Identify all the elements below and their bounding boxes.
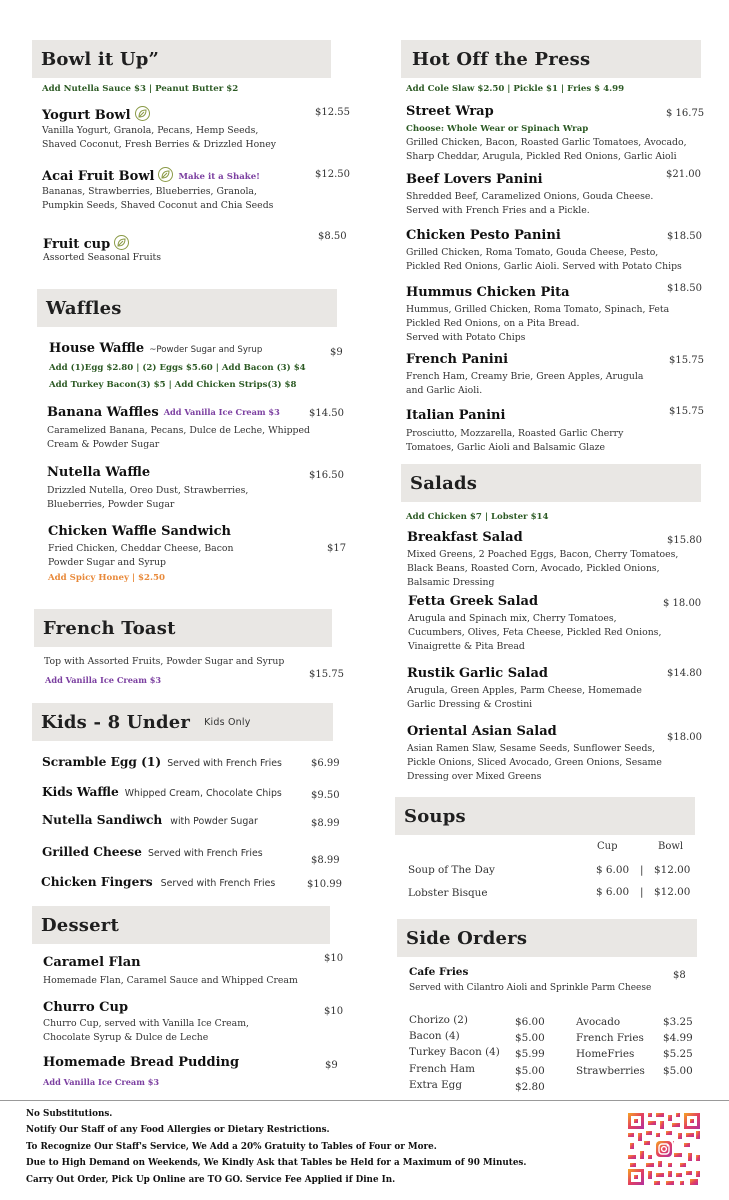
menu-item-desc: Mixed Greens, 2 Poached Eggs, Bacon, Cherry Tomatoes, Black Beans, Roasted Corn, Avocado, Pickled Onions, Balsamic Dressing (407, 549, 679, 589)
section-header-soups: Soups (395, 797, 695, 835)
menu-item-desc: Grilled Chicken, Roma Tomato, Gouda Cheese, Pesto, Pickled Red Onions, Garlic Aioli. Served with Potato Chips (406, 247, 682, 273)
vegetarian-leaf-icon (114, 235, 129, 250)
menu-item-desc: Homemade Flan, Caramel Sauce and Whipped Cream (43, 975, 298, 986)
menu-item-price: $10 (324, 953, 344, 964)
soup-cup-price: $ 6.00 (596, 864, 630, 876)
menu-item-desc: Arugula, Green Apples, Parm Cheese, Homemade Garlic Dressing & Crostini (407, 685, 642, 711)
shake-note: Make it a Shake! (178, 172, 260, 182)
menu-item-name: Yogurt Bowl (42, 106, 150, 123)
cafe-fries-name: Cafe Fries (409, 966, 469, 978)
spicy-honey-add-on: Add Spicy Honey | $2.50 (48, 573, 165, 583)
side-list-names: Avocado French Fries HomeFries Strawberries (576, 1016, 645, 1077)
cafe-fries-price: $8 (673, 970, 686, 981)
menu-item-name: Chicken Waffle Sandwich (48, 524, 231, 539)
menu-item-name: Nutella Sandiwch with Powder Sugar (42, 813, 258, 827)
menu-item-name: Street Wrap (406, 104, 494, 119)
menu-item-price: $ 18.00 (663, 598, 702, 609)
menu-item-desc: Hummus, Grilled Chicken, Roma Tomato, Spinach, Feta Pickled Red Onions, on a Pita Bread. Served with Potato Chips (406, 304, 670, 344)
wrap-choice: Choose: Whole Wear or Spinach Wrap (406, 124, 589, 134)
soup-name: Soup of The Day (408, 864, 495, 876)
soup-name: Lobster Bisque (408, 887, 488, 899)
press-add-ons: Add Cole Slaw $2.50 | Pickle $1 | Fries $ 4.99 (406, 84, 625, 94)
side-list-prices: $3.25 $4.99 $5.25 $5.00 (663, 1016, 693, 1077)
menu-item-price: $6.99 (311, 758, 340, 769)
menu-item-desc: Drizzled Nutella, Oreo Dust, Strawberries, Blueberries, Powder Sugar (47, 485, 249, 511)
menu-item-name: Chicken Fingers Served with French Fries (41, 875, 276, 889)
menu-item-desc: Churro Cup, served with Vanilla Ice Cream, Chocolate Syrup & Dulce de Leche (43, 1018, 249, 1044)
footer-notes: No Substitutions. Notify Our Staff of any Food Allergies or Dietary Restrictions. To Recognize Our Staff's Service, We Add a 20% Gratuity to Tables of Four or More. Due to High Demand on Weekends, We Kindly Ask that Tables be Held for a Maximum of 90 Minutes. Carry Out Order, Pick Up Online are TO GO. Service Fee Applied if Dine In. (26, 1109, 527, 1185)
menu-item-price: $9.50 (311, 790, 340, 801)
menu-item-desc: Arugula and Spinach mix, Cherry Tomatoes, Cucumbers, Olives, Feta Cheese, Pickled Red Onions, Vinaigrette & Pita Bread (408, 613, 662, 653)
menu-item-name: Churro Cup (43, 1000, 129, 1015)
menu-item-desc: Caramelized Banana, Pecans, Dulce de Leche, Whipped Cream & Powder Sugar (47, 425, 310, 451)
bowl-add-ons: Add Nutella Sauce $3 | Peanut Butter $2 (42, 84, 239, 94)
side-list-names: Chorizo (2) Bacon (4) Turkey Bacon (4) French Ham Extra Egg (409, 1014, 500, 1091)
menu-item-name: Acai Fruit Bowl Make it a Shake! (42, 169, 260, 184)
soup-separator: | (640, 864, 644, 876)
section-header-bowl: Bowl it Up” (32, 40, 331, 78)
menu-item-name: Grilled Cheese Served with French Fries (42, 845, 263, 859)
menu-item-price: $18.50 (667, 231, 702, 242)
section-header-press: Hot Off the Press (401, 40, 701, 78)
menu-item-price: $10 (324, 1006, 344, 1017)
menu-item-name: Banana Waffles Add Vanilla Ice Cream $3 (47, 405, 280, 420)
menu-item-desc: Prosciutto, Mozzarella, Roasted Garlic Cherry Tomatoes, Garlic Aioli and Balsamic Glaze (406, 428, 624, 454)
menu-item-name: Homemade Bread Pudding (43, 1055, 240, 1070)
section-header-french-toast: French Toast (34, 609, 332, 647)
menu-item-name: House Waffle ~Powder Sugar and Syrup (49, 341, 263, 356)
menu-item-price: $15.75 (669, 355, 704, 366)
menu-item-price: $15.75 (309, 669, 344, 680)
menu-item-price: $12.50 (315, 169, 350, 180)
menu-item-price: $8.99 (311, 818, 340, 829)
section-header-dessert: Dessert (32, 906, 330, 944)
menu-item-price: $14.50 (309, 408, 344, 419)
menu-item-name: Fetta Greek Salad (408, 594, 539, 609)
cafe-fries-desc: Served with Cilantro Aioli and Sprinkle Parm Cheese (409, 983, 652, 993)
soup-col-bowl: Bowl (658, 841, 684, 852)
menu-item-price: $17 (327, 543, 347, 554)
menu-item-price: $8.99 (311, 855, 340, 866)
menu-item-price: $15.80 (667, 535, 702, 546)
section-header-kids: Kids - 8 Under Kids Only (32, 703, 333, 741)
vegetarian-leaf-icon (135, 106, 150, 121)
menu-item-desc: Shredded Beef, Caramelized Onions, Gouda Cheese. Served with French Fries and a Pickle. (406, 191, 654, 217)
soup-col-cup: Cup (597, 841, 618, 852)
menu-item-name: Oriental Asian Salad (407, 724, 557, 739)
soup-cup-price: $ 6.00 (596, 886, 630, 898)
menu-item-name: Italian Panini (406, 408, 506, 423)
menu-item-price: $12.55 (315, 107, 350, 118)
menu-item-name: Chicken Pesto Panini (406, 228, 561, 243)
menu-item-name: Nutella Waffle (47, 465, 151, 480)
side-list-prices: $6.00 $5.00 $5.99 $5.00 $2.80 (515, 1016, 545, 1093)
menu-item-price: $21.00 (666, 169, 701, 180)
menu-item-desc: Vanilla Yogurt, Granola, Pecans, Hemp Seeds, Shaved Coconut, Fresh Berries & Drizzled Honey (42, 125, 276, 151)
toast-add-on: Add Vanilla Ice Cream $3 (45, 675, 162, 685)
menu-item-price: $14.80 (667, 668, 702, 679)
menu-item-price: $9 (330, 347, 343, 358)
menu-item-name: Breakfast Salad (407, 530, 523, 545)
menu-item-name: Hummus Chicken Pita (406, 285, 570, 300)
menu-item-desc: French Ham, Creamy Brie, Green Apples, Arugula and Garlic Aioli. (406, 371, 644, 397)
menu-item-desc: Bananas, Strawberries, Blueberries, Granola, Pumpkin Seeds, Shaved Coconut and Chia Seeds (42, 186, 274, 212)
menu-item-desc: Assorted Seasonal Fruits (43, 252, 162, 263)
menu-item-price: $ 16.75 (666, 108, 705, 119)
menu-item-price: $8.50 (318, 231, 347, 242)
menu-item-name: Rustik Garlic Salad (407, 666, 549, 681)
menu-item-price: $9 (325, 1060, 338, 1071)
soup-separator: | (640, 886, 644, 898)
vegetarian-leaf-icon (158, 167, 173, 182)
menu-item-price: $15.75 (669, 406, 704, 417)
section-header-waffles: Waffles (37, 289, 337, 327)
menu-item-name: Scramble Egg (1) Served with French Fries (42, 755, 282, 769)
menu-item-name: French Panini (406, 352, 509, 367)
menu-item-price: $18.50 (667, 283, 702, 294)
menu-item-price: $10.99 (307, 879, 342, 890)
waffle-add-ons: Add Turkey Bacon(3) $5 | Add Chicken Strips(3) $8 (49, 380, 297, 390)
qr-code-icon[interactable] (626, 1111, 702, 1187)
soup-bowl-price: $12.00 (654, 864, 691, 876)
menu-item-desc: Grilled Chicken, Bacon, Roasted Garlic Tomatoes, Avocado, Sharp Cheddar, Arugula, Pickled Red Onions, Garlic Aioli (406, 137, 687, 163)
soup-bowl-price: $12.00 (654, 886, 691, 898)
menu-item-name: Beef Lovers Panini (406, 172, 543, 187)
menu-item-desc: Fried Chicken, Cheddar Cheese, Bacon Powder Sugar and Syrup (48, 543, 234, 569)
salad-add-ons: Add Chicken $7 | Lobster $14 (406, 512, 549, 522)
menu-item-price: $18.00 (667, 732, 702, 743)
menu-item-price: $16.50 (309, 470, 344, 481)
menu-item-desc: Top with Assorted Fruits, Powder Sugar and Syrup (44, 656, 285, 667)
section-header-salads: Salads (401, 464, 701, 502)
menu-item-name: Caramel Flan (43, 955, 141, 970)
section-header-sides: Side Orders (397, 919, 697, 957)
menu-item-name: Kids Waffle Whipped Cream, Chocolate Chips (42, 785, 282, 799)
dessert-add-on: Add Vanilla Ice Cream $3 (43, 1077, 160, 1087)
waffle-add-ons: Add (1)Egg $2.80 | (2) Eggs $5.60 | Add Bacon (3) $4 (49, 363, 306, 373)
menu-item-desc: Asian Ramen Slaw, Sesame Seeds, Sunflower Seeds, Pickle Onions, Sliced Avocado, Green Onions, Sesame Dressing over Mixed Greens (407, 743, 662, 783)
menu-item-name: Fruit cup (43, 235, 129, 252)
footer-divider (0, 1100, 729, 1101)
